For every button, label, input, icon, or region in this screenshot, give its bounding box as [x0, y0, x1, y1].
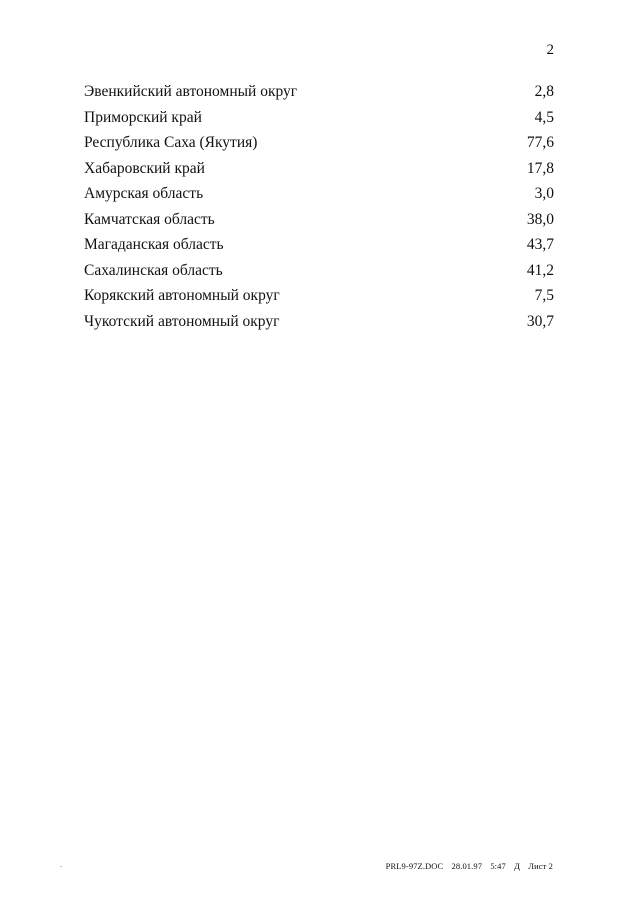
row-value: 77,6: [526, 134, 554, 151]
document-footer: [386, 861, 553, 871]
row-value: 7,5: [534, 287, 554, 304]
row-value: 38,0: [526, 210, 554, 228]
row-label: Хабаровский край: [84, 159, 205, 177]
table-row: [84, 156, 554, 182]
page-number: 2: [546, 42, 554, 58]
table-row: [84, 309, 554, 335]
row-value: 43,7: [526, 236, 554, 253]
row-value: 17,8: [526, 159, 554, 177]
footer-sheet: Лист 2: [528, 861, 553, 871]
table-row: [84, 283, 554, 309]
row-value: 3,0: [534, 185, 554, 202]
table-row: [84, 181, 554, 207]
row-label: Приморский край: [84, 108, 202, 126]
row-label: Чукотский автономный округ: [84, 312, 280, 330]
table-row: [84, 105, 554, 131]
table-row: [84, 79, 554, 105]
row-value: 30,7: [526, 312, 554, 330]
row-label: Республика Саха (Якутия): [84, 134, 258, 151]
row-value: 4,5: [534, 108, 554, 126]
row-label: Амурская область: [84, 185, 204, 202]
table-row: [84, 232, 554, 258]
footer-filename: PRL9-97Z.DOC: [385, 861, 444, 871]
row-label: Эвенкийский автономный округ: [84, 83, 298, 100]
row-label: Камчатская область: [84, 210, 215, 228]
table-row: [84, 130, 554, 156]
footer-letter: Д: [514, 861, 520, 871]
footer-time: 5:47: [490, 861, 506, 871]
footer-date: 28.01.97: [451, 861, 483, 871]
table-row: [84, 207, 554, 233]
row-label: Корякский автономный округ: [84, 287, 280, 304]
scan-speck: [60, 866, 62, 867]
table-row: [84, 258, 554, 284]
row-label: Сахалинская область: [84, 261, 223, 279]
row-value: 2,8: [534, 83, 554, 100]
row-value: 41,2: [526, 261, 554, 279]
data-table: [84, 79, 554, 334]
row-label: Магаданская область: [84, 236, 224, 253]
